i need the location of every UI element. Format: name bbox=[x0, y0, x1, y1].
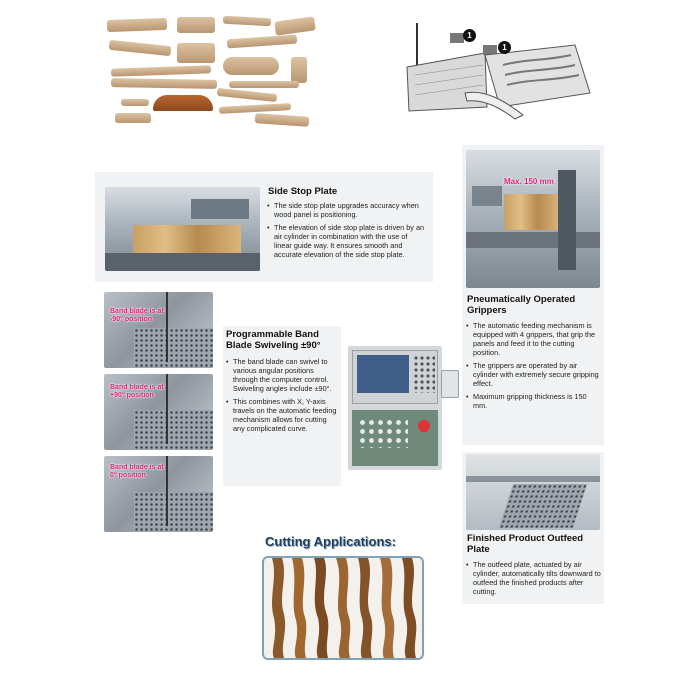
band-blade-bullet-1: • The band blade can swivel to various angular positions through the computer control. Swiveling angles include ±90°. bbox=[226, 357, 339, 393]
side-stop-plate-photo bbox=[105, 187, 260, 271]
outfeed-section bbox=[462, 452, 604, 604]
grippers-bullets bbox=[466, 321, 600, 414]
grippers-section bbox=[462, 145, 604, 445]
outfeed-title: Finished Product Outfeed Plate bbox=[467, 533, 584, 555]
side-stop-plate-bullet-2: • The elevation of side stop plate is driven by an air cylinder in combination with the use of linear guide way. It ensures smooth and accurate elevation of the side stop plate. bbox=[267, 223, 427, 259]
band-blade-title: Programmable Band Blade Swiveling ±90° bbox=[226, 329, 321, 351]
control-pendant-photo bbox=[441, 370, 459, 398]
outfeed-bullets bbox=[466, 560, 602, 600]
marker-1-icon: 1 bbox=[463, 29, 476, 42]
band-blade-photo-zero bbox=[104, 456, 213, 532]
grippers-bullet-3: • Maximum gripping thickness is 150 mm. bbox=[466, 392, 600, 410]
cutting-applications-title: Cutting Applications: bbox=[265, 534, 396, 549]
grippers-bullet-2: • The grippers are operated by air cylinder with extremely secure gripping effect. bbox=[466, 361, 600, 388]
wood-parts-samples-image bbox=[105, 15, 320, 130]
grippers-bullet-1: • The automatic feeding mechanism is equipped with 4 grippers, that grip the panels and feed it to the cutting position. bbox=[466, 321, 600, 357]
side-stop-plate-section bbox=[95, 172, 433, 282]
band-blade-label-minus90: Band blade is at -90° position bbox=[110, 308, 164, 323]
marker-2-icon: 1 bbox=[498, 41, 511, 54]
outfeed-photo bbox=[466, 454, 600, 530]
side-stop-plate-title: Side Stop Plate bbox=[268, 186, 338, 197]
band-blade-bullets bbox=[226, 357, 339, 437]
band-blade-photo-plus90 bbox=[104, 374, 213, 450]
max-height-label: Max. 150 mm bbox=[504, 177, 554, 186]
outfeed-bullet-1: • The outfeed plate, actuated by air cylinder, automatically tilts downward to outfeed the finished products after cutting. bbox=[466, 560, 602, 596]
band-blade-label-zero: Band blade is at 0° position bbox=[110, 464, 164, 479]
band-blade-label-plus90: Band blade is at +90° position bbox=[110, 384, 164, 399]
band-blade-section bbox=[223, 326, 341, 486]
positioning-diagram bbox=[395, 15, 610, 130]
control-panel-photo bbox=[348, 346, 442, 470]
grippers-title: Pneumatically Operated Grippers bbox=[467, 294, 576, 316]
side-stop-plate-bullet-1: • The side stop plate upgrades accuracy when wood panel is positioning. bbox=[267, 201, 427, 219]
side-stop-plate-bullets bbox=[267, 201, 427, 263]
band-blade-photo-minus90 bbox=[104, 292, 213, 368]
grippers-photo bbox=[466, 150, 600, 288]
cutting-applications-photo bbox=[262, 556, 424, 660]
band-blade-bullet-2: • This combines with X, Y-axis travels on the automatic feeding mechanism allows for cutting any complicated curve. bbox=[226, 397, 339, 433]
